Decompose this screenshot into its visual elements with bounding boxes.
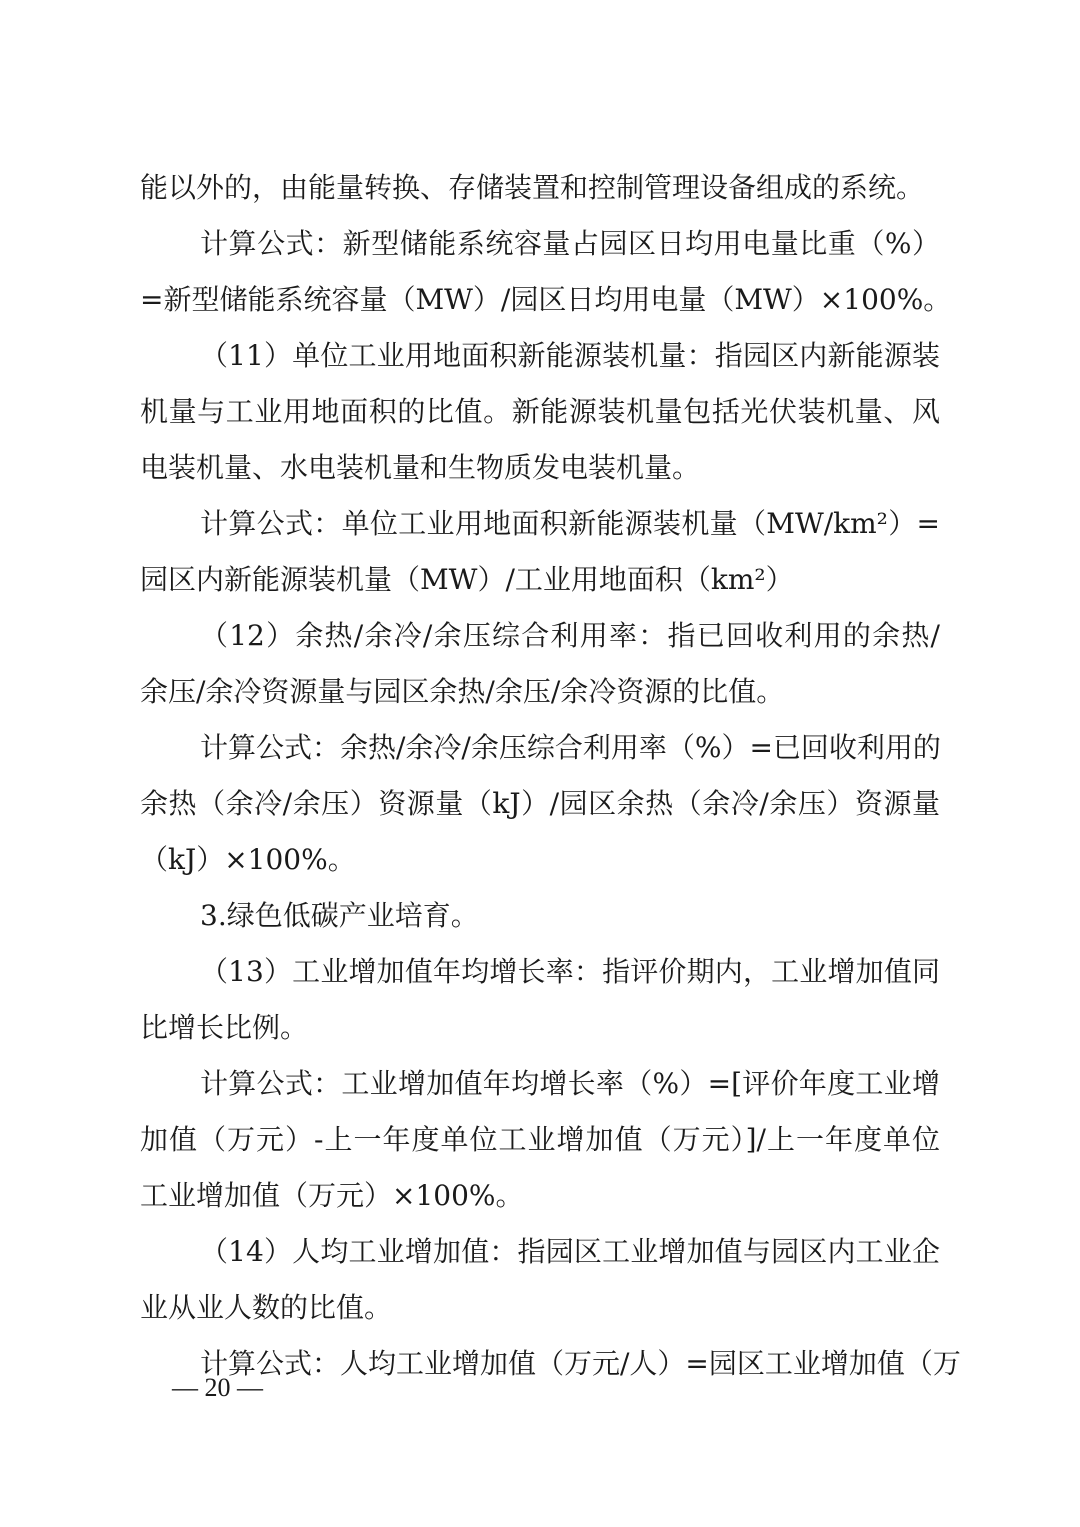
text-line: 余热（余冷/余压）资源量（kJ）/园区余热（余冷/余压）资源量 [140, 787, 940, 820]
text-line: （kJ）×100%。 [140, 843, 356, 876]
text-line: （14）人均工业增加值：指园区工业增加值与园区内工业企 [200, 1235, 940, 1268]
text-line: 计算公式：人均工业增加值（万元/人）=园区工业增加值（万 [200, 1347, 961, 1380]
text-line: （13）工业增加值年均增长率：指评价期内，工业增加值同 [200, 955, 940, 988]
section-heading: 3.绿色低碳产业培育。 [200, 899, 479, 932]
text-line: （12）余热/余冷/余压综合利用率：指已回收利用的余热/ [200, 619, 940, 652]
text-line: 机量与工业用地面积的比值。新能源装机量包括光伏装机量、风 [140, 395, 940, 428]
text-line: 计算公式：单位工业用地面积新能源装机量（MW/km²）= [200, 507, 940, 540]
text-line: 计算公式：工业增加值年均增长率（%）=[评价年度工业增 [200, 1067, 940, 1100]
text-line: 比增长比例。 [140, 1011, 309, 1044]
text-line: =新型储能系统容量（MW）/园区日均用电量（MW）×100%。 [140, 283, 952, 316]
text-line: （11）单位工业用地面积新能源装机量：指园区内新能源装 [200, 339, 940, 372]
page-number: — 20 — [172, 1373, 263, 1402]
text-line: 加值（万元）-上一年度单位工业增加值（万元）]/上一年度单位 [140, 1123, 940, 1156]
text-line: 园区内新能源装机量（MW）/工业用地面积（km²） [140, 563, 794, 596]
text-line: 业从业人数的比值。 [140, 1291, 393, 1324]
text-line: 计算公式：新型储能系统容量占园区日均用电量比重（%） [200, 227, 940, 260]
text-line: 余压/余冷资源量与园区余热/余压/余冷资源的比值。 [140, 675, 785, 708]
text-line: 工业增加值（万元）×100%。 [140, 1179, 524, 1212]
text-line: 能以外的，由能量转换、存储装置和控制管理设备组成的系统。 [140, 171, 925, 204]
text-line: 电装机量、水电装机量和生物质发电装机量。 [140, 451, 701, 484]
text-line: 计算公式：余热/余冷/余压综合利用率（%）=已回收利用的 [200, 731, 941, 764]
